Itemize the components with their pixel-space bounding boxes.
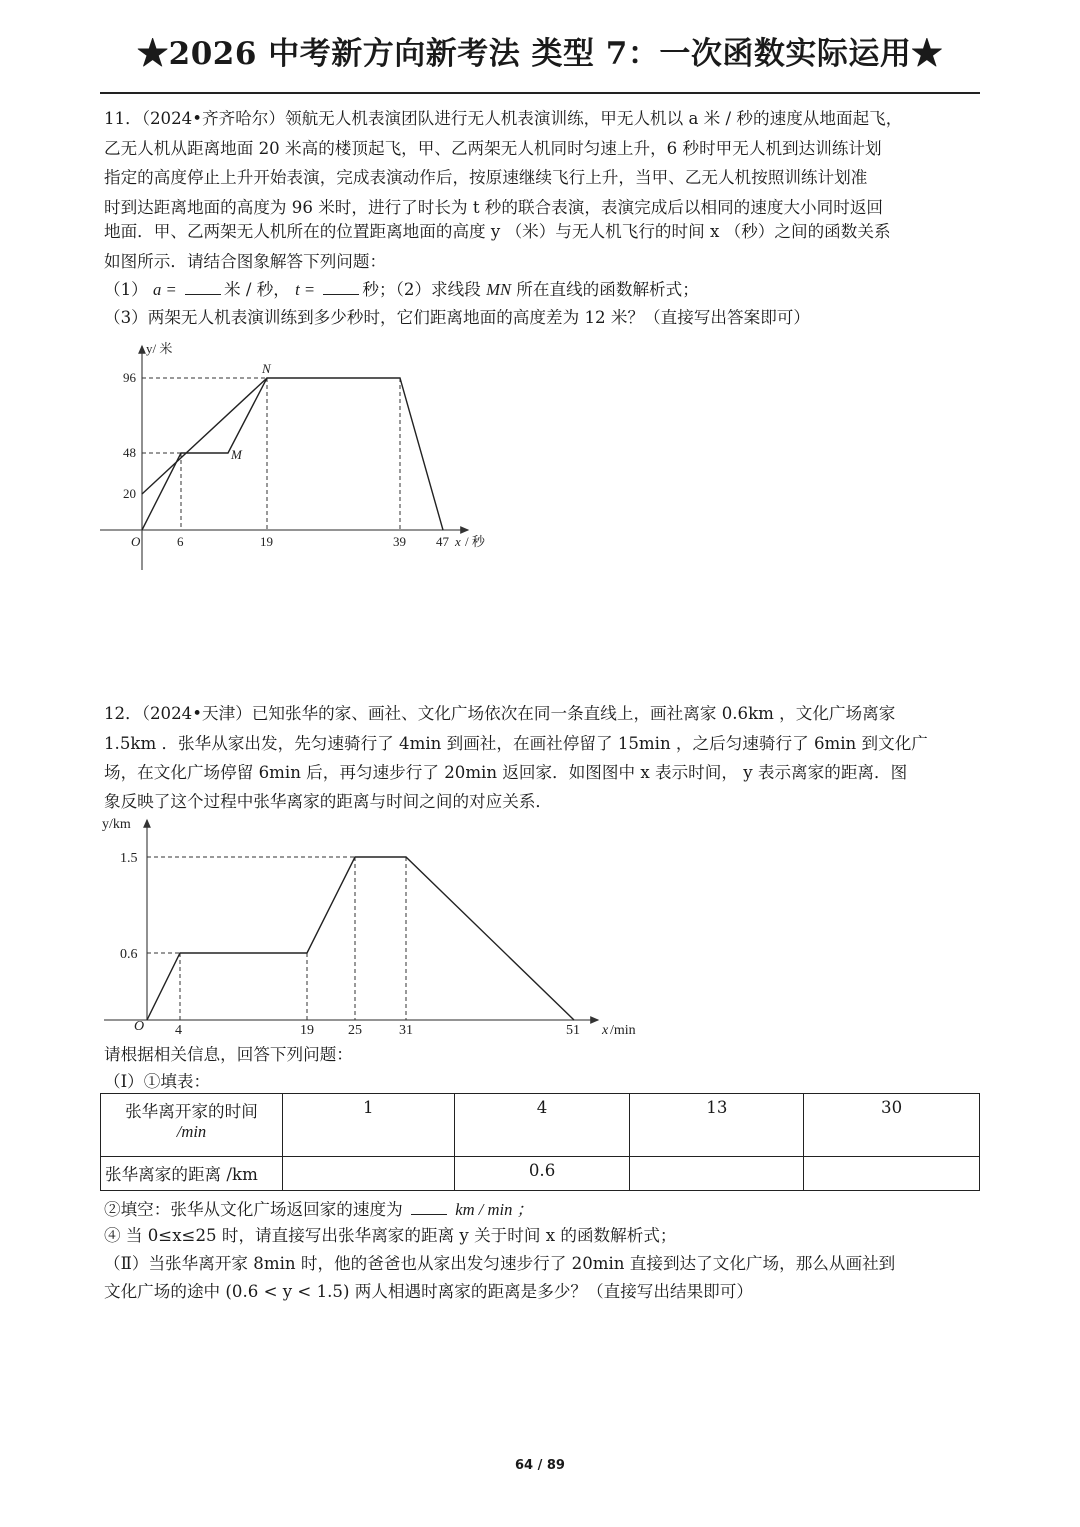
q12-fill2-prefix: ②填空：张华从文化广场返回家的速度为 xyxy=(104,1200,403,1219)
q11-sub3: （3）两架无人机表演训练到多少秒时，它们距离地面的高度差为 12 米？（直接写出答案即可） xyxy=(104,308,810,327)
page-title: ★2026 中考新方向新考法 类型 7：一次函数实际运用★ xyxy=(137,36,943,72)
table-cell: 13 xyxy=(630,1094,804,1157)
svg-text:47: 47 xyxy=(436,534,449,549)
q11-sub1 xyxy=(104,276,699,300)
q12-part2-line1: （Ⅱ）当张华离开家 8min 时，他的爸爸也从家出发匀速步行了 20min 直接到达了文化广场，那么从画社到 xyxy=(104,1254,896,1273)
answer-blank-t[interactable] xyxy=(323,280,359,295)
svg-text:19: 19 xyxy=(260,534,273,549)
table-cell: 4 xyxy=(454,1094,630,1157)
table-row-distance xyxy=(101,1157,980,1191)
q12-fill2 xyxy=(104,1196,533,1220)
svg-text:96: 96 xyxy=(123,370,136,385)
series-yi xyxy=(142,378,267,494)
answer-blank-speed[interactable] xyxy=(411,1200,447,1215)
svg-text:20: 20 xyxy=(123,486,136,501)
svg-text:0.6: 0.6 xyxy=(120,947,138,962)
q12-line-2: 1.5km ．张华从家出发，先匀速骑行了 4min 到画社，在画社停留了 15min ，之后匀速骑行了 6min 到文化广 xyxy=(104,734,928,753)
q11-line-6: 如图所示．请结合图象解答下列问题： xyxy=(104,252,387,271)
q12-prompt: 请根据相关信息，回答下列问题： xyxy=(104,1045,353,1064)
table-cell: 0.6 xyxy=(454,1157,630,1191)
svg-text:/ 秒: / 秒 xyxy=(465,534,485,549)
svg-text:6: 6 xyxy=(177,534,184,549)
table-row-time xyxy=(101,1094,980,1157)
table-cell: 30 xyxy=(804,1094,980,1157)
q12-line-3: 场，在文化广场停留 6min 后，再匀速步行了 20min 返回家．如图图中 x 表示时间， y 表示离家的距离．图 xyxy=(104,763,908,782)
svg-text:O: O xyxy=(134,1019,145,1034)
q12-part1-label: （Ⅰ）①填表： xyxy=(104,1072,211,1091)
svg-text:x: x xyxy=(602,1023,609,1038)
q11-sub1-unit-t: 秒；（2）求线段 xyxy=(362,280,481,299)
q11-line-2: 乙无人机从距离地面 20 米高的楼顶起飞，甲、乙两架无人机同时匀速上升，6 秒时甲无人机到达训练计划 xyxy=(104,139,882,158)
series-jia xyxy=(142,378,443,530)
row-header-time xyxy=(101,1094,283,1157)
q11-line-4: 时到达距离地面的高度为 96 米时，进行了时长为 t 秒的联合表演，表演完成后以相同的速度大小同时返回 xyxy=(104,198,884,217)
svg-text:4: 4 xyxy=(175,1023,182,1038)
chart-zhanghua-distance xyxy=(95,810,660,1040)
svg-text:48: 48 xyxy=(123,445,136,460)
q12-line-1: 12．（2024•天津）已知张华的家、画社、文化广场依次在同一条直线上，画社离家 0.6km ，文化广场离家 xyxy=(104,704,896,723)
y-axis-label: y/km xyxy=(102,817,131,832)
header-divider xyxy=(100,92,980,94)
q12-part2-line2: 文化广场的途中 (0.6 < y < 1.5) 两人相遇时离家的距离是多少？（直接写出结果即可） xyxy=(104,1282,753,1301)
table-cell-answer[interactable] xyxy=(804,1157,980,1191)
q12-line-4: 象反映了这个过程中张华离家的距离与时间之间的对应关系． xyxy=(104,792,553,811)
q12-item4: ④ 当 0≤x≤25 时，请直接写出张华离家的距离 y 关于时间 x 的函数解析式； xyxy=(104,1226,677,1245)
svg-text:19: 19 xyxy=(300,1023,314,1038)
svg-text:51: 51 xyxy=(566,1023,580,1038)
table-cell-answer[interactable] xyxy=(630,1157,804,1191)
chart-drone-height xyxy=(95,335,515,575)
q11-sub1-a: a = xyxy=(153,280,177,299)
q12-fill2-unit: km / min ； xyxy=(455,1200,534,1219)
svg-text:M: M xyxy=(231,447,242,462)
series-zhanghua xyxy=(147,857,574,1020)
q11-line-3: 指定的高度停止上升开始表演，完成表演动作后，按原速继续飞行上升，当甲、乙无人机按照训练计划准 xyxy=(104,168,868,187)
answer-blank-a[interactable] xyxy=(185,280,221,295)
row-header-time-line1: 张华离开家的时间 xyxy=(125,1102,258,1121)
svg-text:x: x xyxy=(455,534,461,549)
y-axis-label: y/ 米 xyxy=(146,341,173,356)
row-header-time-line2: /min xyxy=(176,1122,207,1141)
row-header-distance: 张华离家的距离 /km xyxy=(101,1157,283,1191)
svg-text:1.5: 1.5 xyxy=(120,851,138,866)
svg-text:39: 39 xyxy=(393,534,406,549)
dashed-guides xyxy=(147,857,406,1020)
q11-line-5: 地面．甲、乙两架无人机所在的位置距离地面的高度 y （米）与无人机飞行的时间 x （秒）之间的函数关系 xyxy=(104,222,891,241)
fill-in-table xyxy=(100,1093,980,1191)
q11-sub1-t: t = xyxy=(295,280,316,299)
svg-text:25: 25 xyxy=(348,1023,362,1038)
svg-text:O: O xyxy=(131,534,141,549)
table-cell: 1 xyxy=(282,1094,454,1157)
q11-sub1-rest: 所在直线的函数解析式； xyxy=(516,280,699,299)
svg-text:31: 31 xyxy=(399,1023,413,1038)
svg-text:/min: /min xyxy=(610,1023,636,1038)
svg-text:N: N xyxy=(262,361,271,376)
page-number: 64 / 89 xyxy=(515,1458,565,1473)
q11-sub1-unit-a: 米 / 秒， xyxy=(223,280,290,299)
q11-sub1-prefix: （1） xyxy=(104,280,148,299)
q11-line-1: 11．（2024•齐齐哈尔）领航无人机表演团队进行无人机表演训练，甲无人机以 a 米 / 秒的速度从地面起飞， xyxy=(104,109,903,128)
table-cell-answer[interactable] xyxy=(282,1157,454,1191)
q11-sub1-mn: MN xyxy=(486,280,512,299)
